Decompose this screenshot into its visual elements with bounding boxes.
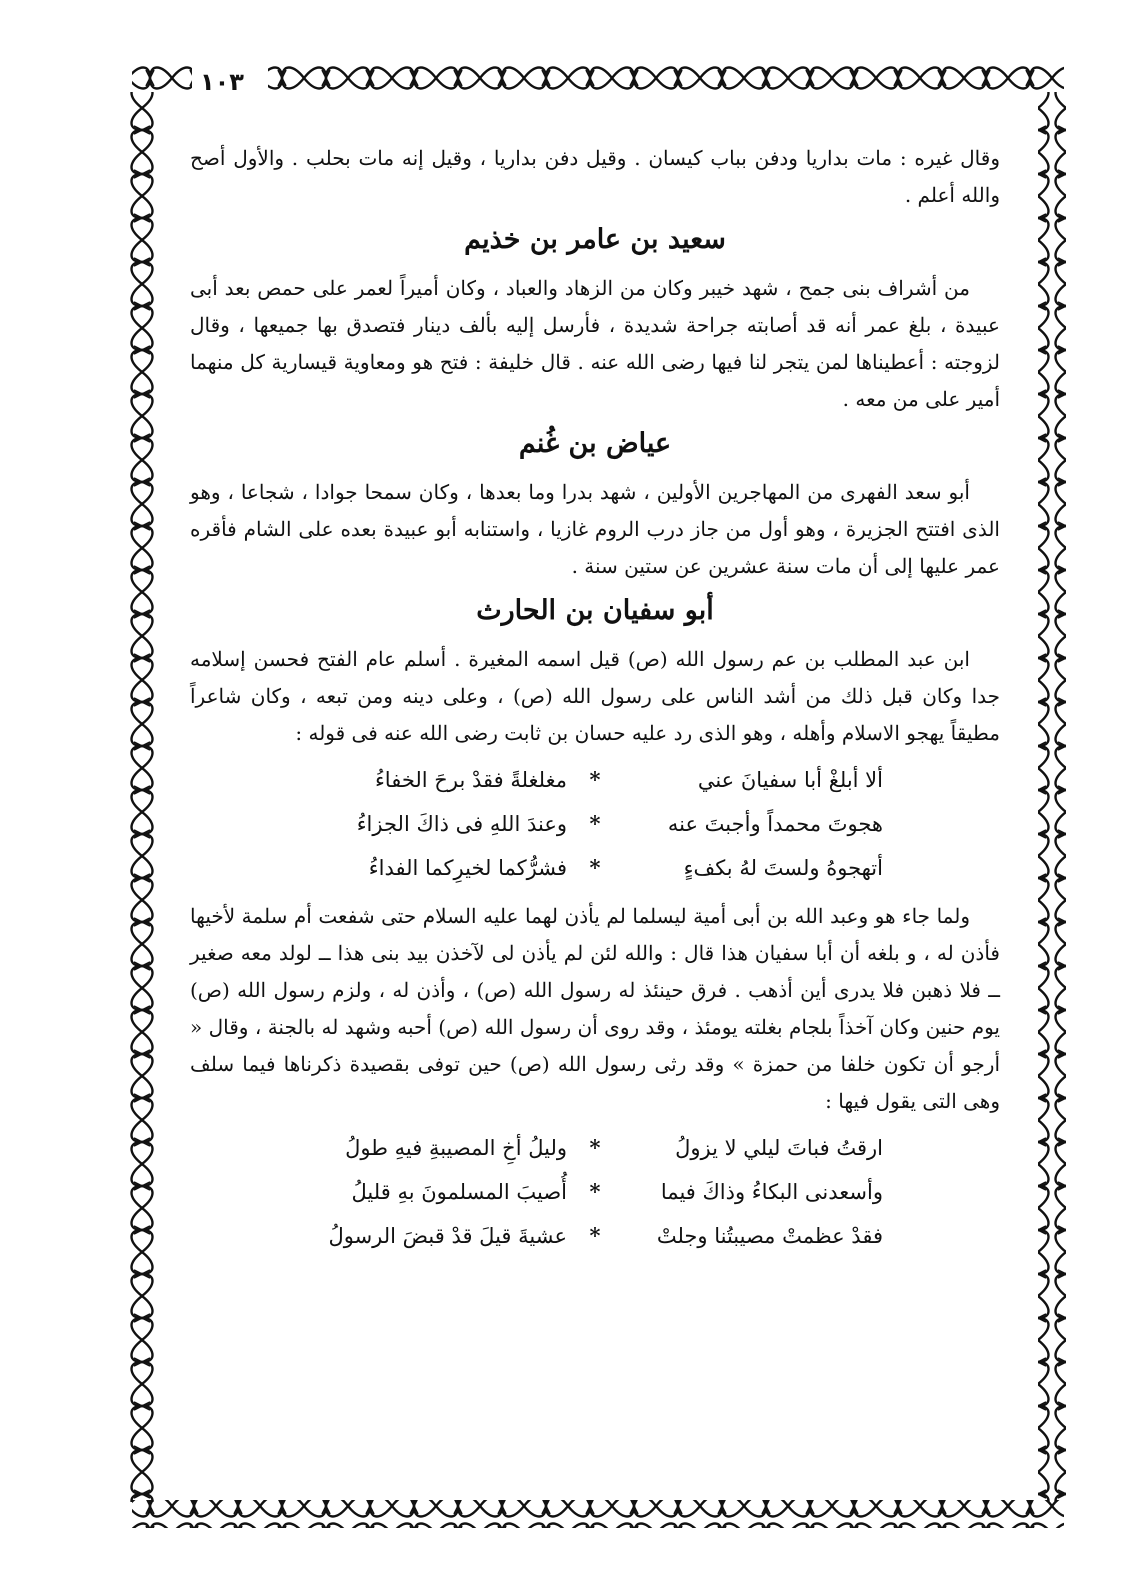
heading-abu-sufyan: أبو سفيان بن الحارث <box>476 595 714 626</box>
poem-elegy <box>190 1126 1000 1258</box>
verse-hemistich: مغلغلةً فقدْ برحَ الخفاءُ <box>374 768 567 792</box>
verse-hemistich: أتهجوهُ ولستَ لهُ بكفءٍ <box>683 856 883 880</box>
paragraph-said-ibn-amir: من أشراف بنى جمح ، شهد خيبر وكان من الزهاد والعباد ، وكان أميراً لعمر على حمص بعد أبى عبيدة ، بلغ عمر أنه قد أصابته جراحة شديدة ، فأرسل إليه بألف دينار فتصدق بها جميعها ، وقال لزوجته : أعطيناها لمن يتجر لنا فيها رضى الله عنه . قال خليفة : فتح هو ومعاوية قيسارية كل منهما أمير على من معه . <box>190 276 1000 411</box>
verse-hemistich: وليلُ أخِ المصيبةِ فيهِ طولُ <box>345 1136 567 1160</box>
verse-line <box>190 802 1000 846</box>
page-body <box>190 140 1000 1266</box>
poem-hassan <box>190 758 1000 890</box>
verse-hemistich: أُصيبَ المسلمونَ بهِ قليلُ <box>351 1180 567 1204</box>
verse-separator: * <box>589 855 601 880</box>
verse-separator: * <box>589 1179 601 1204</box>
intro-paragraph: وقال غيره : مات بداريا ودفن بباب كيسان . وقيل دفن بداريا ، وقيل إنه مات بحلب . والأول أصح والله أعلم . <box>190 146 1000 207</box>
heading-iyad-ibn-ghanm: عياض بن غُنم <box>518 428 672 459</box>
paragraph-abu-sufyan-1: ابن عبد المطلب بن عم رسول الله (ص) قيل اسمه المغيرة . أسلم عام الفتح فحسن إسلامه جدا وكان قبل ذلك من أشد الناس على رسول الله (ص) ، وعلى دينه ومن تبعه ، وكان شاعراً مطيقاً يهجو الاسلام وأهله ، وهو الذى رد عليه حسان بن ثابت رضى الله عنه فى قوله : <box>190 647 1000 745</box>
verse-separator: * <box>589 1135 601 1160</box>
verse-hemistich: ألا أبلغْ أبا سفيانَ عني <box>697 768 883 792</box>
page-number: ١٠٣ <box>200 68 244 96</box>
verse-line <box>190 846 1000 890</box>
verse-hemistich: ارقتُ فباتَ ليلي لا يزولُ <box>675 1136 883 1160</box>
paragraph-iyad-ibn-ghanm: أبو سعد الفهرى من المهاجرين الأولين ، شهد بدرا وما بعدها ، وكان سمحا جوادا ، شجاعا ، وهو الذى افتتح الجزيرة ، وهو أول من جاز درب الروم غازيا ، واستنابه أبو عبيدة بعده على الشام فأقره عمر عليها إلى أن مات سنة عشرين عن ستين سنة . <box>190 480 1000 578</box>
paragraph-abu-sufyan-2: ولما جاء هو وعبد الله بن أبى أمية ليسلما لم يأذن لهما عليه السلام حتى شفعت أم سلمة لأخيها فأذن له ، و بلغه أن أبا سفيان هذا قال : والله لئن لم يأذن لى لآخذن بيد بنى هذا ــ لولد معه صغير ــ فلا ذهبن فلا يدرى أين أذهب . فرق حينئذ له رسول الله (ص) ، وأذن له ، ولزم رسول الله (ص) يوم حنين وكان آخذاً بلجام بغلته يومئذ ، وقد روى أن رسول الله (ص) أحبه وشهد له بالجنة ، وقال « أرجو أن تكون خلفا من حمزة » وقد رثى رسول الله (ص) حين توفى بقصيدة ذكرناها فيما سلف وهى التى يقول فيها : <box>190 904 1000 1113</box>
verse-line <box>190 758 1000 802</box>
verse-separator: * <box>589 767 601 792</box>
verse-line <box>190 1170 1000 1214</box>
verse-hemistich: عشيةَ قيلَ قدْ قبضَ الرسولُ <box>328 1224 567 1248</box>
verse-hemistich: وأسعدنى البكاءُ وذاكَ فيما <box>660 1180 883 1204</box>
verse-separator: * <box>589 811 601 836</box>
verse-line <box>190 1214 1000 1258</box>
verse-hemistich: فقدْ عظمتْ مصيبتُنا وجلتْ <box>656 1224 883 1248</box>
verse-separator: * <box>589 1223 601 1248</box>
verse-hemistich: هجوتَ محمداً وأجبتَ عنه <box>667 812 883 836</box>
verse-line <box>190 1126 1000 1170</box>
heading-said-ibn-amir: سعيد بن عامر بن خذيم <box>464 224 726 255</box>
verse-hemistich: وعندَ اللهِ فى ذاكَ الجزاءُ <box>356 812 567 836</box>
verse-hemistich: فشرُّكما لخيرِكما الفداءُ <box>368 856 567 880</box>
